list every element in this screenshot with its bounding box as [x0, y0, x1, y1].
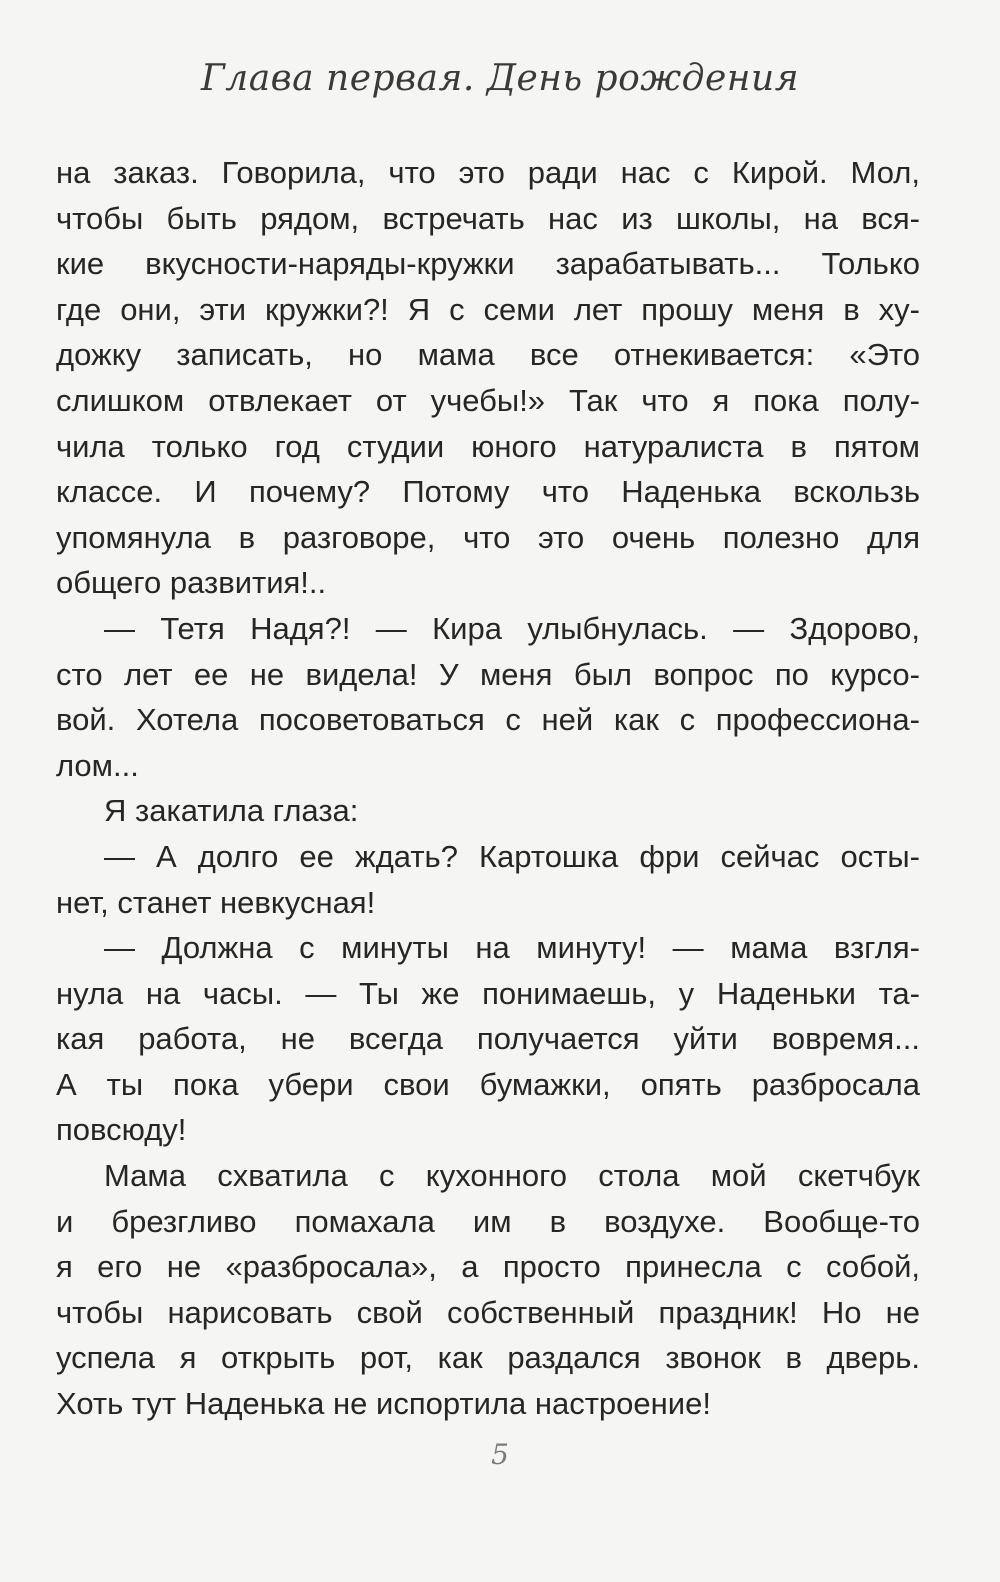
- page-number: 5: [491, 1438, 509, 1471]
- text-line: общего развития!..: [56, 565, 327, 601]
- running-header: Глава первая. День рождения: [200, 58, 800, 99]
- text-line: дожку записать, но мама все отнекивается: «Это: [56, 337, 920, 373]
- text-line: классе. И почему? Потому что Наденька вскользь: [56, 474, 920, 510]
- text-line: нула на часы. — Ты же понимаешь, у Наденьки та-: [56, 975, 920, 1011]
- text-line: на заказ. Говорила, что это ради нас с Кирой. Мол,: [56, 155, 920, 190]
- text-line: где они, эти кружки?! Я с семи лет прошу меня в ху-: [56, 291, 920, 327]
- text-line: Мама схватила с кухонного стола мой скетчбук: [104, 1158, 920, 1194]
- text-line: успела я открыть рот, как раздался звонок в дверь.: [56, 1340, 920, 1376]
- text-line: сто лет ее не видела! У меня был вопрос по курсо-: [56, 656, 920, 692]
- text-line: Хоть тут Наденька не испортила настроение!: [56, 1386, 711, 1422]
- text-line: упомянула в разговоре, что это очень полезно для: [56, 519, 920, 555]
- text-line: чила только год студии юного натуралиста в пятом: [56, 428, 920, 464]
- text-line: слишком отвлекает от учебы!» Так что я пока полу-: [56, 382, 920, 418]
- text-line: чтобы нарисовать свой собственный праздник! Но не: [56, 1294, 920, 1330]
- text-line: повсюду!: [56, 1112, 187, 1148]
- text-line: лом...: [56, 747, 139, 783]
- text-line: — Должна с минуты на минуту! — мама взгля-: [104, 930, 920, 966]
- text-line: — А долго ее ждать? Картошка фри сейчас осты-: [104, 838, 920, 874]
- text-line: нет, станет невкусная!: [56, 884, 376, 920]
- text-line: вой. Хотела посоветоваться с ней как с профессиона-: [56, 702, 920, 738]
- text-line: кая работа, не всегда получается уйти вовремя...: [56, 1021, 920, 1057]
- text-line: Я закатила глаза:: [104, 793, 359, 829]
- text-line: я его не «разбросала», а просто принесла с собой,: [56, 1249, 920, 1285]
- text-line: А ты пока убери свои бумажки, опять разбросала: [56, 1066, 920, 1102]
- text-line: чтобы быть рядом, встречать нас из школы, на вся-: [56, 200, 920, 236]
- text-line: — Тетя Надя?! — Кира улыбнулась. — Здорово,: [104, 610, 920, 646]
- text-line: кие вкусности-наряды-кружки зарабатывать... Только: [56, 246, 920, 282]
- text-line: и брезгливо помахала им в воздухе. Вообще-то: [56, 1203, 920, 1239]
- body-text: [56, 150, 920, 1427]
